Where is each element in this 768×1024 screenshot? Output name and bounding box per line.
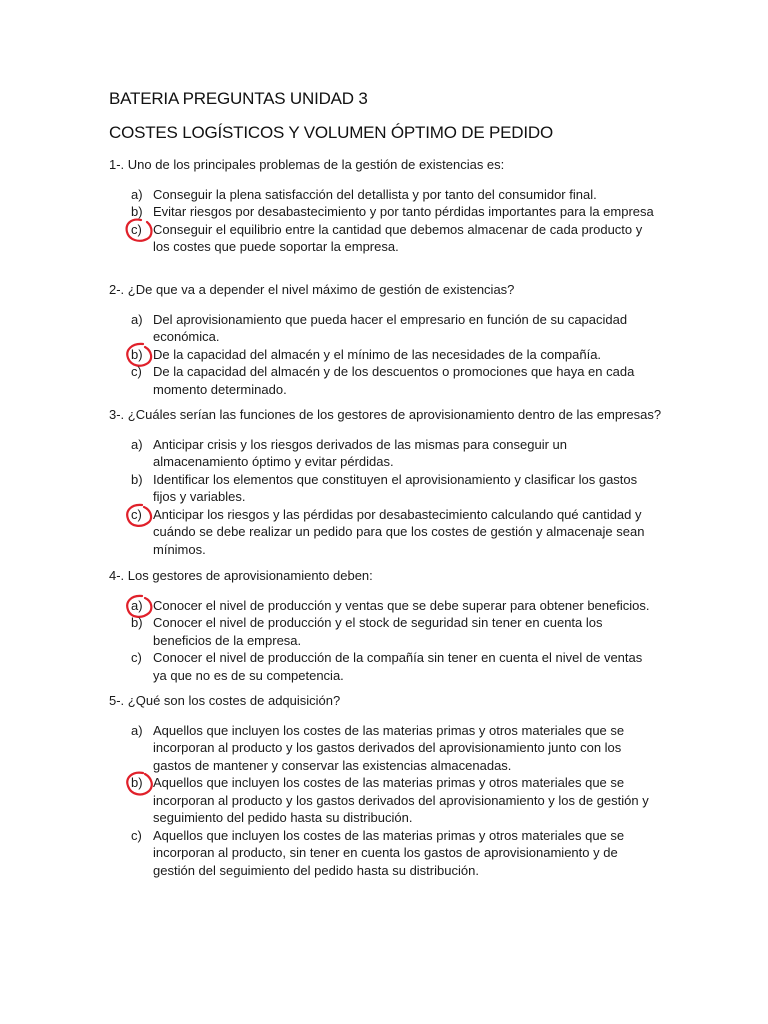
option-text: Anticipar los riesgos y las pérdidas por desabastecimiento calculando qué cantidad y cuándo se debe realizar un pedido para que los costes de gestión y almacenaje sean mínimos.: [153, 506, 645, 557]
option-text: Evitar riesgos por desabastecimiento y por tanto pérdidas importantes para la empresa: [153, 204, 654, 219]
option-a: [109, 722, 669, 775]
option-text: Identificar los elementos que constituyen el aprovisionamiento y clasificar los gastos fijos y variables.: [153, 471, 638, 504]
option-c: [109, 363, 669, 398]
option-a: [109, 436, 669, 471]
option-text: Aquellos que incluyen los costes de las materias primas y otros materiales que se incorporan al producto, sin tener en cuenta los gastos de aprovisionamiento y de gestión del seguimiento del pedido hasta su distribución.: [153, 827, 625, 878]
question-text: 4-. Los gestores de aprovisionamiento deben:: [109, 568, 373, 583]
option-text: De la capacidad del almacén y el mínimo de las necesidades de la compañía.: [153, 346, 602, 362]
option-letter: c): [131, 650, 142, 665]
option-b: [109, 346, 669, 364]
question-text: 5-. ¿Qué son los costes de adquisición?: [109, 693, 341, 708]
option-letter: b): [131, 346, 143, 362]
document-title: BATERIA PREGUNTAS UNIDAD 3: [109, 89, 368, 108]
option-c: [109, 827, 669, 880]
question-text: 2-. ¿De que va a depender el nivel máximo de gestión de existencias?: [109, 282, 515, 297]
option-c: [109, 506, 669, 559]
question-2: [109, 281, 669, 398]
option-b: [109, 614, 669, 649]
option-text: Conocer el nivel de producción de la compañía sin tener en cuenta el nivel de ventas ya que no es de su competencia.: [153, 650, 643, 683]
option-text: Del aprovisionamiento que pueda hacer el empresario en función de su capacidad económica.: [153, 311, 628, 344]
option-a: [109, 597, 669, 615]
option-b: [109, 203, 669, 221]
option-text: Conseguir la plena satisfacción del detallista y por tanto del consumidor final.: [153, 186, 597, 202]
option-text: Conocer el nivel de producción y el stock de seguridad sin tener en cuenta los beneficios de la empresa.: [153, 615, 603, 648]
question-3: [109, 406, 669, 558]
question-text: 3-. ¿Cuáles serían las funciones de los gestores de aprovisionamiento dentro de las empresas?: [109, 407, 662, 422]
option-text: Anticipar crisis y los riesgos derivados de las mismas para conseguir un almacenamiento óptimo y evitar pérdidas.: [153, 436, 568, 469]
option-letter: c): [131, 364, 142, 379]
option-letter: b): [131, 204, 143, 219]
option-a: [109, 186, 669, 204]
option-letter: a): [131, 186, 143, 202]
question-text: 1-. Uno de los principales problemas de la gestión de existencias es:: [109, 157, 505, 172]
option-b: [109, 471, 669, 506]
option-c: [109, 221, 669, 256]
option-letter: a): [131, 597, 143, 613]
option-letter: a): [131, 311, 143, 327]
question-1: [109, 156, 669, 256]
option-text: Conseguir el equilibrio entre la cantidad que debemos almacenar de cada producto y los costes que puede soportar la empresa.: [153, 221, 643, 254]
option-letter: c): [131, 827, 142, 843]
option-c: [109, 649, 669, 684]
option-text: Aquellos que incluyen los costes de las materias primas y otros materiales que se incorporan al producto y los gastos derivados del aprovisionamiento y los de gestión y seguimiento del pedido hasta su distribución.: [153, 775, 649, 825]
option-text: De la capacidad del almacén y de los descuentos o promociones que haya en cada momento determinado.: [153, 364, 635, 397]
option-a: [109, 311, 669, 346]
option-letter: b): [131, 775, 143, 790]
question-4: [109, 567, 669, 684]
option-letter: b): [131, 615, 143, 630]
option-text: Aquellos que incluyen los costes de las materias primas y otros materiales que se incorporan al producto y los gastos derivados del aprovisionamiento junto con los gastos de mantener y conservar las existencias almacenadas.: [153, 722, 625, 773]
option-letter: a): [131, 436, 143, 452]
option-b: [109, 774, 669, 827]
option-letter: a): [131, 722, 143, 738]
option-letter: b): [131, 471, 143, 487]
option-text: Conocer el nivel de producción y ventas que se debe superar para obtener beneficios.: [153, 597, 650, 613]
option-letter: c): [131, 506, 142, 522]
question-5: [109, 692, 669, 879]
option-letter: c): [131, 221, 142, 237]
document-subtitle: COSTES LOGÍSTICOS Y VOLUMEN ÓPTIMO DE PEDIDO: [109, 123, 553, 142]
